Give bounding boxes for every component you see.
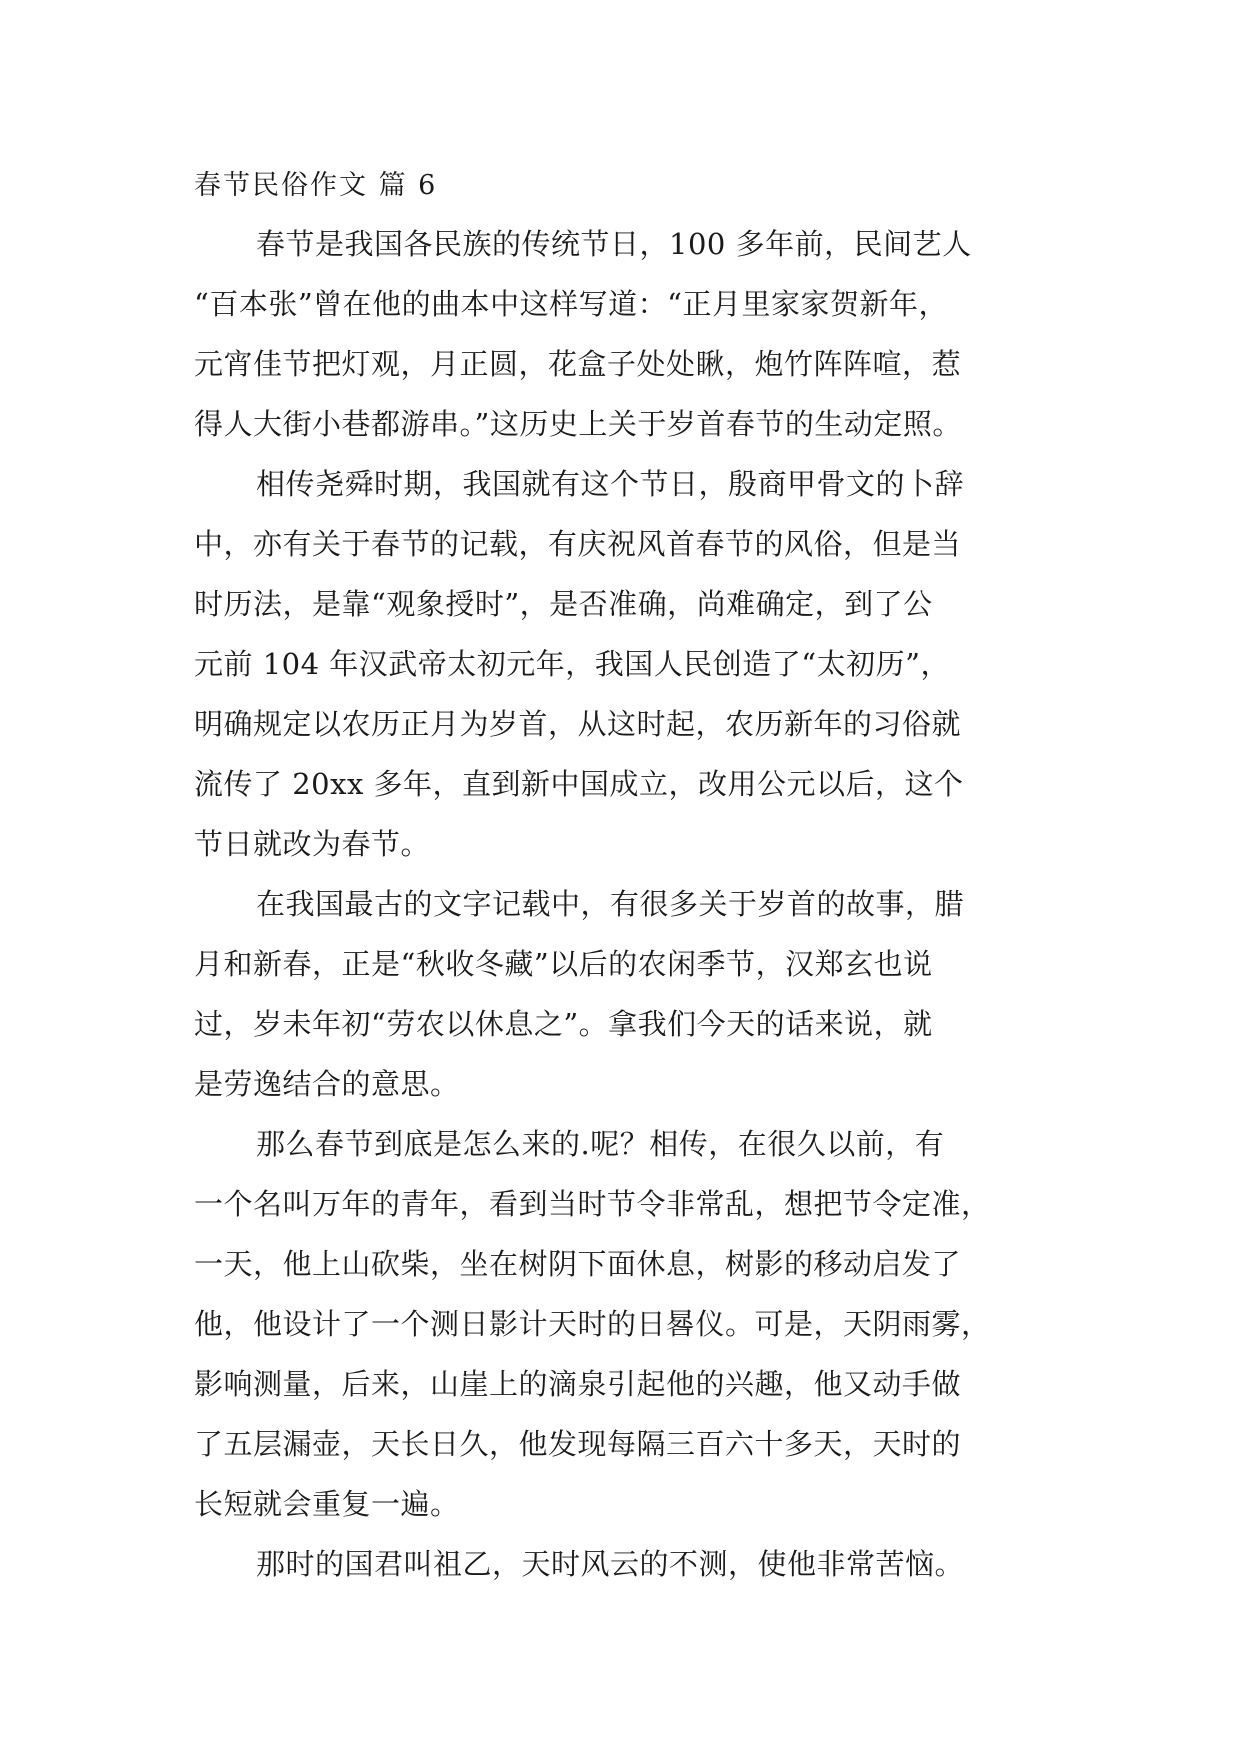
paragraph-line: 元前 104 年汉武帝太初元年，我国人民创造了“太初历”，	[194, 647, 950, 681]
paragraph-line: 在我国最古的文字记载中，有很多关于岁首的故事，腊	[256, 887, 965, 921]
document-title: 春节民俗作文 篇 6	[194, 170, 438, 201]
paragraph-line: 得人大街小巷都游串。”这历史上关于岁首春节的生动定照。	[194, 407, 962, 441]
paragraph-line: 影响测量，后来，山崖上的滴泉引起他的兴趣，他又动手做	[194, 1367, 962, 1401]
paragraph-line: 元宵佳节把灯观，月正圆，花盒子处处瞅，炮竹阵阵喧，惹	[194, 347, 962, 381]
paragraph-line: 月和新春，正是“秋收冬藏”以后的农闲季节，汉郑玄也说	[194, 947, 933, 981]
paragraph-line: 时历法，是靠“观象授时”，是否准确，尚难确定，到了公	[194, 587, 933, 621]
paragraph-line: 长短就会重复一遍。	[194, 1487, 460, 1521]
paragraph-line: 他，他设计了一个测日影计天时的日晷仪。可是，天阴雨雾，	[194, 1307, 991, 1341]
paragraph-line: 一天，他上山砍柴，坐在树阴下面休息，树影的移动启发了	[194, 1247, 962, 1281]
paragraph-line: “百本张”曾在他的曲本中这样写道：“正月里家家贺新年，	[194, 287, 948, 321]
paragraph-line: 中，亦有关于春节的记载，有庆祝风首春节的风俗，但是当	[194, 527, 962, 561]
paragraph-line: 节日就改为春节。	[194, 827, 431, 861]
paragraph-line: 那时的国君叫祖乙，天时风云的不测，使他非常苦恼。	[256, 1547, 965, 1581]
paragraph-line: 过，岁未年初“劳农以休息之”。拿我们今天的话来说，就	[194, 1007, 933, 1041]
paragraph-line: 是劳逸结合的意思。	[194, 1067, 460, 1101]
paragraph-line: 明确规定以农历正月为岁首，从这时起，农历新年的习俗就	[194, 707, 962, 741]
paragraph-line: 那么春节到底是怎么来的.呢？相传，在很久以前，有	[256, 1127, 945, 1161]
paragraph-line: 相传尧舜时期，我国就有这个节日，殷商甲骨文的卜辞	[256, 467, 965, 501]
paragraph-line: 一个名叫万年的青年，看到当时节令非常乱，想把节令定准，	[194, 1187, 991, 1221]
paragraph-line: 春节是我国各民族的传统节日，100 多年前，民间艺人	[256, 227, 972, 261]
paragraph-line: 流传了 20xx 多年，直到新中国成立，改用公元以后，这个	[194, 767, 964, 801]
paragraph-line: 了五层漏壶，天长日久，他发现每隔三百六十多天，天时的	[194, 1427, 962, 1461]
